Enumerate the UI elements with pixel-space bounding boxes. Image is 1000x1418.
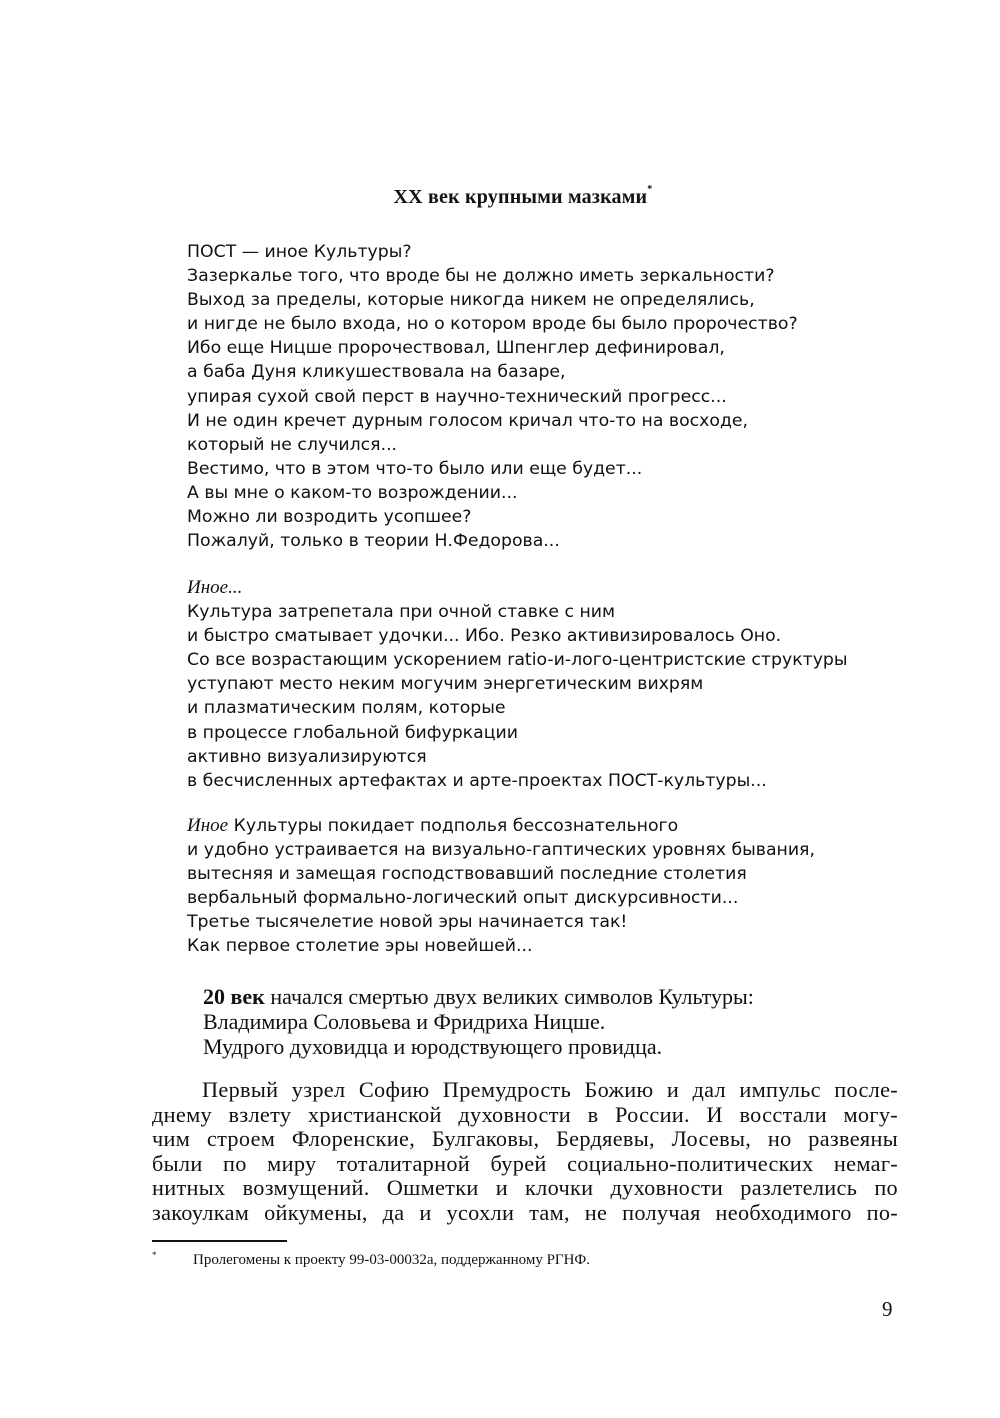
stanza-line: Как первое столетие эры новейшей... (187, 936, 533, 957)
stanza-line: и плазматическим полям, которые (187, 698, 506, 719)
stanza-heading (187, 576, 848, 600)
stanza-line: уступают место неким могучим энергетическим вихрям (187, 674, 704, 695)
footnote-mark: * (152, 1250, 157, 1260)
stanza-line: Культура затрепетала при очной ставке с ним (187, 602, 616, 623)
quote-line: Владимира Соловьева и Фридриха Ницше. (203, 1009, 606, 1034)
stanza-line: Ибо еще Ницше пророчествовал, Шпенглер дефинировал, (187, 338, 725, 359)
paragraph-line: нитных возмущений. Ошметки и клочки духовности разлетелись по (152, 1175, 898, 1200)
page-number: 9 (882, 1297, 893, 1321)
paragraph-line: Первый узрел Софию Премудрость Божию и дал импульс после- (202, 1077, 898, 1102)
poem-stanza-1 (187, 240, 798, 553)
footnote-text: Пролегомены к проекту 99-03-00032а, поддержанному РГНФ. (193, 1252, 591, 1268)
stanza-line: ПОСТ — иное Культуры? (187, 242, 412, 262)
stanza-lead-line (187, 814, 815, 838)
stanza-line: в бесчисленных артефактах и арте-проектах ПОСТ-культуры... (187, 770, 767, 791)
stanza-line: который не случился... (187, 434, 398, 455)
quote-first-line (203, 984, 754, 1009)
title-footnote-mark[interactable]: * (647, 184, 653, 195)
paragraph-line: были по миру тоталитарной бурей социально-политических немаг- (152, 1150, 898, 1176)
chapter-title (0, 186, 1000, 209)
stanza-line: Зазеркалье того, что вроде бы не должно иметь зеркальности? (187, 266, 775, 287)
stanza-heading-italic: Иное... (187, 577, 243, 598)
stanza-line: и удобно устраивается на визуально-гаптических уровнях бывания, (187, 840, 815, 861)
stanza-line: в процессе глобальной бифуркации (187, 722, 518, 743)
paragraph-line: чим строем Флоренские, Булгаковы, Бердяевы, Лосевы, но развеяны (152, 1126, 898, 1151)
stanza-line: упирая сухой свой перст в научно-технический прогресс... (187, 386, 727, 407)
stanza-line: А вы мне о каком-то возрождении... (187, 482, 518, 503)
footnote-divider (152, 1240, 287, 1242)
stanza-line: Можно ли возродить усопшее? (187, 507, 472, 528)
stanza-line: Пожалуй, только в теории Н.Федорова... (187, 531, 560, 552)
stanza-line: И не один кречет дурным голосом кричал что-то на восходе, (187, 410, 749, 431)
paragraph-line: закоулкам ойкумены, да и усохли там, не получая необходимого по- (152, 1199, 898, 1225)
stanza-lead-rest: Культуры покидает подполья бессознательного (228, 816, 679, 836)
stanza-line: и быстро сматывает удочки... Ибо. Резко активизировалось Оно. (187, 626, 782, 647)
stanza-line: а баба Дуня кликушествовала на базаре, (187, 362, 566, 383)
paragraph-line: днему взлету христианской духовности в России. И восстали могу- (152, 1101, 898, 1127)
quote-line: Мудрого духовидца и юродствующего провидца. (203, 1034, 663, 1059)
poem-stanza-3 (187, 814, 815, 959)
body-paragraph (152, 1078, 898, 1225)
stanza-line: Выход за пределы, которые никогда никем не определялись, (187, 290, 755, 311)
poem-stanza-2 (187, 576, 848, 793)
stanza-line: вербальный формально-логический опыт дискурсивности... (187, 888, 739, 909)
quote-bold-lead: 20 век (203, 984, 265, 1009)
highlighted-quote (203, 984, 754, 1059)
stanza-line: Со все возрастающим ускорением ratio-и-лого-центристские структуры (187, 650, 848, 671)
stanza-line: вытесняя и замещая господствовавший последние столетия (187, 864, 747, 885)
stanza-line: активно визуализируются (187, 746, 427, 767)
stanza-line: и нигде не было входа, но о котором вроде бы было пророчество? (187, 314, 798, 335)
quote-rest: начался смертью двух великих символов Культуры: (264, 984, 754, 1009)
stanza-lead-italic: Иное (187, 815, 229, 836)
stanza-line: Вестимо, что в этом что-то было или еще будет... (187, 458, 643, 479)
chapter-title-text: XX век крупными мазками (393, 186, 648, 208)
stanza-line: Третье тысячелетие новой эры начинается так! (187, 912, 628, 933)
